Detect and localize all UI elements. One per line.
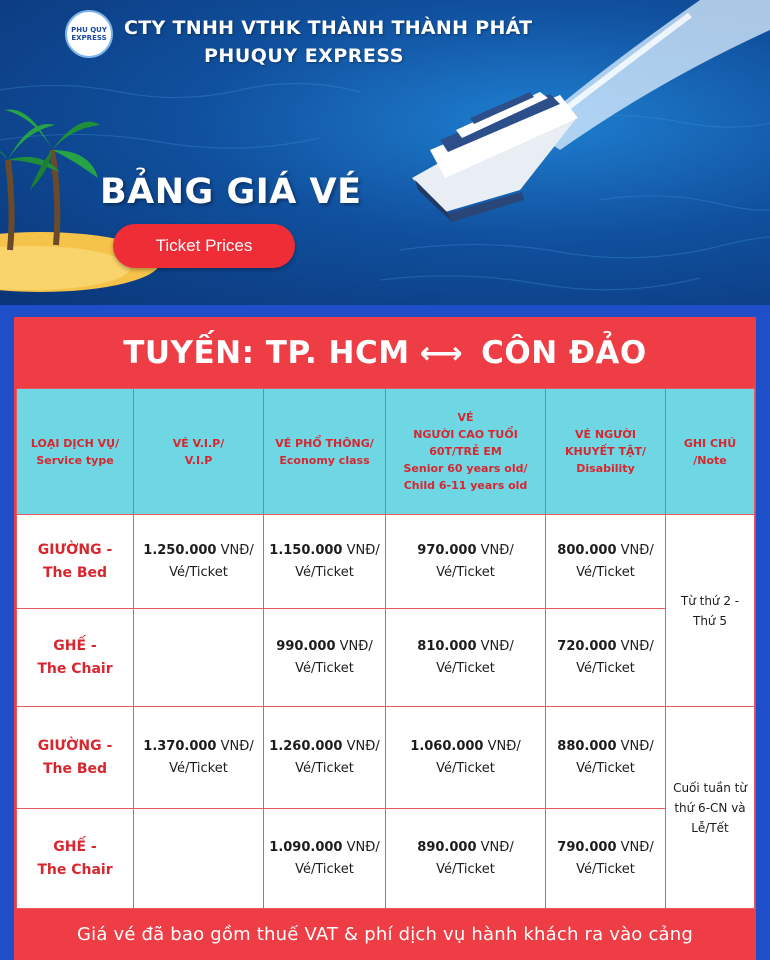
disability-price-cell: 790.000 VNĐ/ Vé/Ticket	[546, 809, 666, 909]
vip-price-cell-empty	[134, 609, 264, 707]
disability-price-cell: 880.000 VNĐ/ Vé/Ticket	[546, 707, 666, 809]
senior-child-price-cell: 970.000 VNĐ/ Vé/Ticket	[386, 515, 546, 609]
table-row	[17, 515, 755, 609]
ferry-illustration	[412, 92, 578, 222]
header-senior-child: VÉ NGƯỜI CAO TUỔI 60T/TRẺ EM Senior 60 years old/ Child 6-11 years old	[386, 389, 546, 515]
senior-child-price-cell: 890.000 VNĐ/ Vé/Ticket	[386, 809, 546, 909]
brand-name: PHUQUY EXPRESS	[204, 45, 404, 67]
table-row	[17, 809, 755, 909]
route-destination: CÔN ĐẢO	[481, 335, 647, 371]
disability-price-cell: 720.000 VNĐ/ Vé/Ticket	[546, 609, 666, 707]
table-header-row	[17, 389, 755, 515]
service-type-cell: GHẾ - The Chair	[17, 809, 134, 909]
vip-price-cell: 1.370.000 VNĐ/ Vé/Ticket	[134, 707, 264, 809]
note-cell-weekend: Cuối tuần từ thứ 6-CN và Lễ/Tết	[666, 707, 755, 909]
hero-banner	[0, 0, 770, 305]
service-type-cell: GIƯỜNG - The Bed	[17, 707, 134, 809]
header-service-type: LOẠI DỊCH VỤ/ Service type	[17, 389, 134, 515]
table-row	[17, 609, 755, 707]
vat-footnote: Giá vé đã bao gồm thuế VAT & phí dịch vụ hành khách ra vào cảng	[76, 923, 694, 945]
economy-price-cell: 990.000 VNĐ/ Vé/Ticket	[264, 609, 386, 707]
header-vip: VÉ V.I.P/ V.I.P	[134, 389, 264, 515]
senior-child-price-cell: 1.060.000 VNĐ/ Vé/Ticket	[386, 707, 546, 809]
table-row	[17, 707, 755, 809]
ticket-prices-badge: Ticket Prices	[113, 224, 295, 268]
header-note: GHI CHÚ /Note	[666, 389, 755, 515]
route-origin: TUYẾN: TP. HCM	[123, 335, 410, 371]
service-type-cell: GIƯỜNG - The Bed	[17, 515, 134, 609]
vip-price-cell-empty	[134, 809, 264, 909]
price-table	[16, 388, 755, 909]
economy-price-cell: 1.260.000 VNĐ/ Vé/Ticket	[264, 707, 386, 809]
header-disability: VÉ NGƯỜI KHUYẾT TẬT/ Disability	[546, 389, 666, 515]
header-economy: VÉ PHỔ THÔNG/ Economy class	[264, 389, 386, 515]
economy-price-cell: 1.090.000 VNĐ/ Vé/Ticket	[264, 809, 386, 909]
two-way-arrow-icon: ⟷	[419, 335, 464, 371]
vip-price-cell: 1.250.000 VNĐ/ Vé/Ticket	[134, 515, 264, 609]
page-title: BẢNG GIÁ VÉ	[100, 172, 362, 212]
company-logo	[65, 10, 113, 58]
logo-text: PHU QUY EXPRESS	[71, 26, 107, 42]
price-panel	[14, 317, 756, 960]
service-type-cell: GHẾ - The Chair	[17, 609, 134, 707]
note-cell-weekday: Từ thứ 2 - Thứ 5	[666, 515, 755, 707]
company-name: CTY TNHH VTHK THÀNH THÀNH PHÁT	[124, 17, 533, 39]
disability-price-cell: 800.000 VNĐ/ Vé/Ticket	[546, 515, 666, 609]
economy-price-cell: 1.150.000 VNĐ/ Vé/Ticket	[264, 515, 386, 609]
senior-child-price-cell: 810.000 VNĐ/ Vé/Ticket	[386, 609, 546, 707]
route-title	[14, 317, 756, 389]
